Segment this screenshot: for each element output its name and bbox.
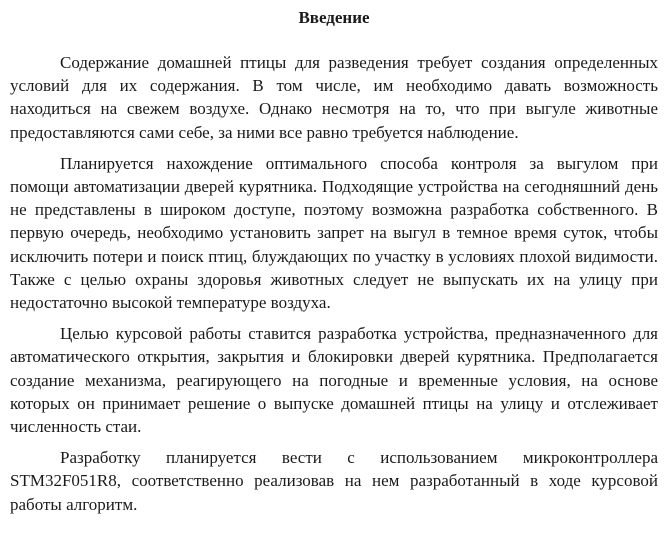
section-title: Введение bbox=[298, 8, 370, 27]
paragraph-2: Планируется нахождение оптимального способа контроля за выгулом при помощи автоматизации дверей курятника. Подходящие устройства на сегодняшний день не представлены в широком доступе, поэтому возможна разработка собственного. В первую очередь, необходимо установить запрет на выгул в темное время суток, чтобы исключить потери и поиск птиц, блуждающих по участку в условиях плохой видимости. Также с целью охраны здоровья животных следует не выпускать их на улицу при недостаточно высокой температуре воздуха. bbox=[10, 153, 658, 313]
paragraph-1: Содержание домашней птицы для разведения требует создания определенных условий для их содержания. В том числе, им необходимо давать возможность находиться на свежем воздухе. Однако несмотря на то, что при выгуле животные предоставляются сами себе, за ними все равно требуется наблюдение. bbox=[10, 53, 658, 142]
paragraph-4: Разработку планируется вести с использованием микроконтроллера STM32F051R8, соответственно реализовав на нем разработанный в ходе курсовой работы алгоритм. bbox=[10, 448, 658, 514]
paragraph-3: Целью курсовой работы ставится разработка устройства, предназначенного для автоматического открытия, закрытия и блокировки дверей курятника. Предполагается создание механизма, реагирующего на погодные и временные условия, на основе которых он принимает решение о выпуске домашней птицы на улицу и отслеживает численность стаи. bbox=[10, 324, 658, 437]
